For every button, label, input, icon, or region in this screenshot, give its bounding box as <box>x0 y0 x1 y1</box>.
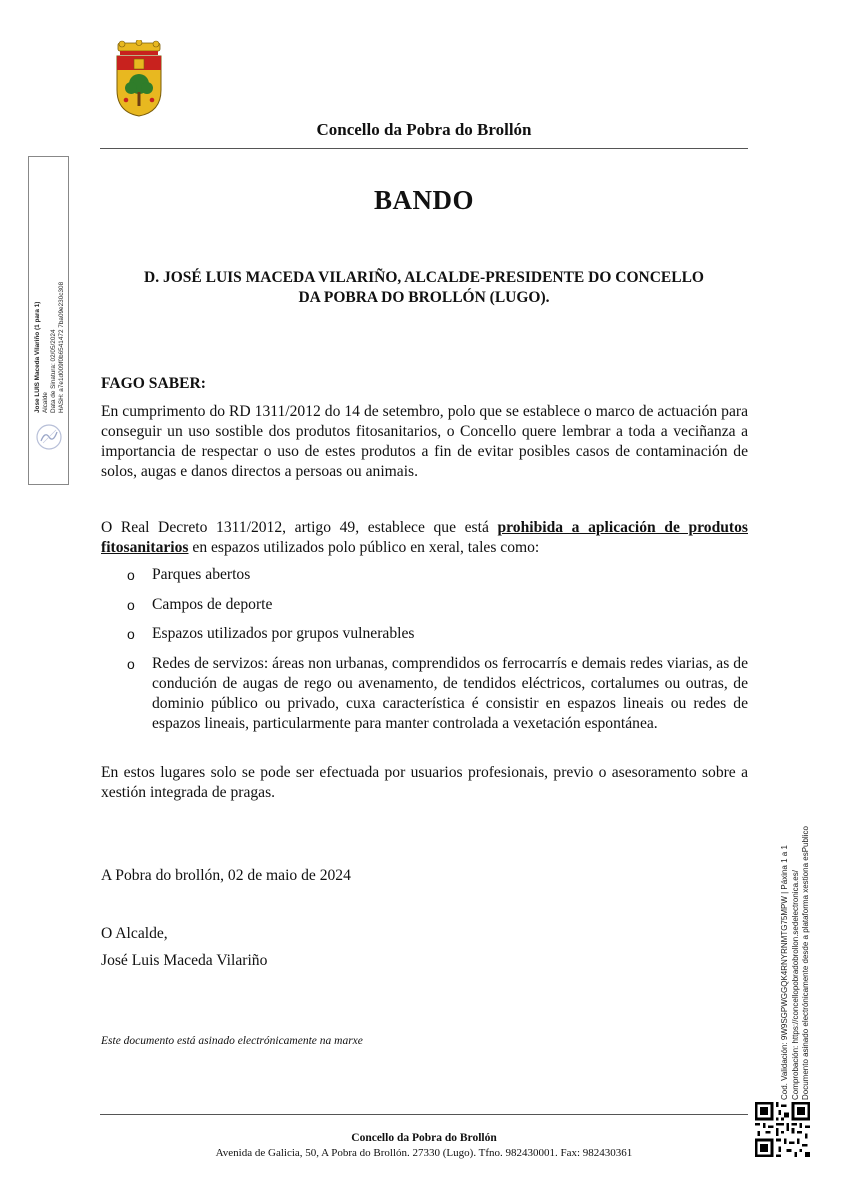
prohibition-highlight: prohibida a aplicación de produtos fitosanitarios <box>101 519 748 556</box>
qr-code-icon[interactable] <box>755 1102 810 1157</box>
document-title: BANDO <box>373 185 474 215</box>
validation-code: Cod. Validación: 9W9SGPWGGQK4RNYRNMTG75MPW | Páxina 1 a 1 <box>780 845 789 1100</box>
list-item-text: Campos de deporte <box>152 596 273 613</box>
header-municipality-name: Concello da Pobra do Brollón <box>316 120 532 139</box>
paragraph-1: En cumprimento do RD 1311/2012 do 14 de setembro, polo que se establece o marco de actuación para conseguir un uso sostible dos produtos fitosanitarios, o Concello quere lembrar a toda a veciñanza a importancia de respectar o uso de estes produtos a fin de evitar posibles casos de contaminación de solos, augas e danos directos a persoas ou animais. <box>101 403 748 480</box>
signature-seal-icon <box>35 423 63 451</box>
signature-box <box>28 156 69 485</box>
paragraph-2-after: en espazos utilizados polo público en xeral, tales como: <box>188 539 540 556</box>
signature-hash: HASH: a7e1d009f0b6541472 7ba09e230c308 <box>58 281 65 413</box>
issuer-line-2: DA POBRA DO BROLLÓN (LUGO). <box>298 289 550 306</box>
signature-role: Alcalde <box>42 392 49 413</box>
paragraph-3: En estos lugares solo se pode ser efectuada por usuarios profesionais, previo o asesoramento sobre a xestión integrada de pragas. <box>101 764 748 801</box>
bullet-mark: o <box>127 626 135 642</box>
footer-divider <box>100 1114 748 1115</box>
issuer-line-1: D. JOSÉ LUIS MACEDA VILARIÑO, ALCALDE-PRESIDENTE DO CONCELLO <box>144 269 704 286</box>
validation-url[interactable]: Comprobación: https://concellopobradobrollon.sedelectronica.es/ <box>790 870 800 1100</box>
signer-name: José Luis Maceda Vilariño <box>101 952 268 969</box>
validation-platform: Documento asinado electrónicamente desde a plataforma xestiona esPublico <box>801 826 810 1100</box>
issuer-heading <box>108 268 740 308</box>
bullet-mark: o <box>127 656 135 672</box>
signature-date: Data de Sinatura: 02/05/2024 <box>50 329 57 413</box>
signer-role: O Alcalde, <box>101 925 168 942</box>
validation-strip <box>780 740 816 1100</box>
bullet-mark: o <box>127 567 135 583</box>
coat-of-arms-icon <box>112 40 166 118</box>
bullet-mark: o <box>127 597 135 613</box>
footer-municipality-name: Concello da Pobra do Brollón <box>351 1132 497 1144</box>
electronic-signature-note: Este documento está asinado electrónicamente na marxe <box>101 1035 363 1047</box>
signature-info <box>34 281 65 413</box>
paragraph-2 <box>101 518 748 558</box>
signature-signer: Jose LUIS Maceda Vilariño (1 para 1) <box>34 301 41 413</box>
paragraph-2-before: O Real Decreto 1311/2012, artigo 49, establece que está <box>101 519 498 536</box>
list-item-text: Redes de servizos: áreas non urbanas, comprendidos os ferrocarrís e demais redes viarias, as de condución de augas de rego ou avenamento, de tendidos eléctricos, cortalumes ou outras, de dominio público ou privado, cuxa característica é consistir en espazos lineais ou redes de espazos lineais, particularmente para manter controlada a vexetación espontánea. <box>152 655 748 732</box>
place-and-date: A Pobra do brollón, 02 de maio de 2024 <box>101 867 351 884</box>
footer-address: Avenida de Galicia, 50, A Pobra do Brollón. 27330 (Lugo). Tfno. 982430001. Fax: 982430361 <box>215 1147 633 1159</box>
list-item-text: Parques abertos <box>152 566 251 583</box>
header-divider <box>100 148 748 149</box>
list-item-text: Espazos utilizados por grupos vulnerables <box>152 625 415 642</box>
fago-saber-heading: FAGO SABER: <box>101 375 206 392</box>
